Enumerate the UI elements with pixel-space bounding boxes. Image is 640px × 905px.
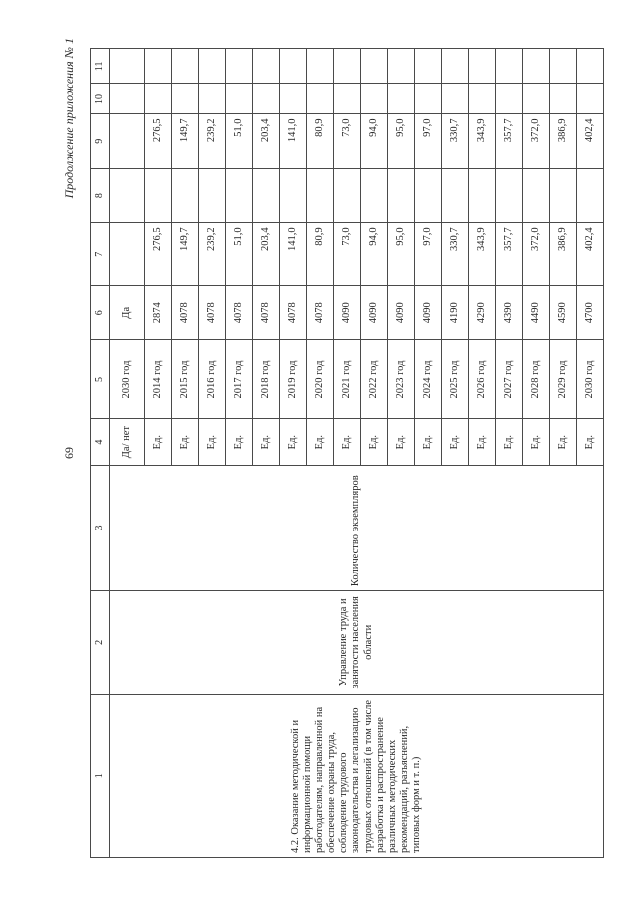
value-cell: 4090	[415, 285, 442, 339]
annex-title: Продолжение приложения № 1	[62, 37, 76, 198]
unit-cell: Ед.	[334, 418, 361, 464]
funding-cell: 402,4	[577, 222, 604, 285]
column-number: 4	[91, 418, 110, 464]
funding-cell: 80,9	[307, 222, 334, 285]
column-11-cell	[334, 48, 361, 84]
column-10-cell	[280, 84, 307, 114]
unit-cell: Ед.	[523, 418, 550, 464]
column-10-cell	[199, 84, 226, 114]
column-10-cell	[415, 84, 442, 114]
funding-cell: 386,9	[550, 222, 577, 285]
table-body	[91, 48, 604, 857]
value-cell: 2874	[145, 285, 172, 339]
indicator-cell: Количество экземпляров	[110, 465, 604, 590]
year-cell: 2029 год	[550, 340, 577, 419]
funding-cell: 95,0	[388, 222, 415, 285]
regional-budget-cell: 402,4	[577, 113, 604, 167]
column-8-cell	[226, 168, 253, 222]
unit-cell: Ед.	[307, 418, 334, 464]
unit-cell: Ед.	[361, 418, 388, 464]
year-cell: 2024 год	[415, 340, 442, 419]
column-11-cell	[577, 48, 604, 84]
value-cell: 4078	[253, 285, 280, 339]
column-number: 10	[91, 84, 110, 114]
year-cell: 2019 год	[280, 340, 307, 419]
column-number-row	[91, 48, 110, 857]
empty-cell	[110, 48, 145, 84]
column-8-cell	[334, 168, 361, 222]
unit-cell: Ед.	[469, 418, 496, 464]
column-11-cell	[226, 48, 253, 84]
value-cell: 4078	[172, 285, 199, 339]
column-number: 2	[91, 590, 110, 694]
regional-budget-cell: 51,0	[226, 113, 253, 167]
column-8-cell	[469, 168, 496, 222]
regional-budget-cell: 372,0	[523, 113, 550, 167]
value-cell: 4090	[388, 285, 415, 339]
column-8-cell	[280, 168, 307, 222]
funding-cell: 239,2	[199, 222, 226, 285]
column-11-cell	[388, 48, 415, 84]
funding-cell: 330,7	[442, 222, 469, 285]
unit-cell: Ед.	[550, 418, 577, 464]
funding-cell: 357,7	[496, 222, 523, 285]
year-cell: 2028 год	[523, 340, 550, 419]
regional-budget-cell: 149,7	[172, 113, 199, 167]
value-cell: 4090	[361, 285, 388, 339]
column-8-cell	[496, 168, 523, 222]
year-cell: 2017 год	[226, 340, 253, 419]
year-cell: 2020 год	[307, 340, 334, 419]
page-number: 69	[62, 446, 76, 459]
unit-cell: Ед.	[442, 418, 469, 464]
column-10-cell	[523, 84, 550, 114]
column-8-cell	[307, 168, 334, 222]
column-8-cell	[199, 168, 226, 222]
yes-no-header: Да/ нет	[110, 418, 145, 464]
column-11-cell	[145, 48, 172, 84]
unit-cell: Ед.	[496, 418, 523, 464]
column-number: 3	[91, 465, 110, 590]
regional-budget-cell: 94,0	[361, 113, 388, 167]
value-cell: 4290	[469, 285, 496, 339]
year-cell: 2022 год	[361, 340, 388, 419]
funding-cell: 141,0	[280, 222, 307, 285]
unit-cell: Ед.	[415, 418, 442, 464]
value-cell: 4078	[280, 285, 307, 339]
column-8-cell	[523, 168, 550, 222]
executor-cell: Управление труда и занятости населения области	[110, 590, 604, 694]
column-8-cell	[388, 168, 415, 222]
column-10-cell	[307, 84, 334, 114]
funding-cell: 276,5	[145, 222, 172, 285]
column-11-cell	[253, 48, 280, 84]
funding-cell: 51,0	[226, 222, 253, 285]
funding-cell: 97,0	[415, 222, 442, 285]
column-11-cell	[361, 48, 388, 84]
regional-budget-cell: 97,0	[415, 113, 442, 167]
column-10-cell	[442, 84, 469, 114]
column-10-cell	[334, 84, 361, 114]
column-8-cell	[415, 168, 442, 222]
column-number: 8	[91, 168, 110, 222]
year-cell: 2023 год	[388, 340, 415, 419]
funding-cell: 203,4	[253, 222, 280, 285]
regional-budget-cell: 73,0	[334, 113, 361, 167]
empty-cell	[110, 168, 145, 222]
regional-budget-cell: 330,7	[442, 113, 469, 167]
unit-cell: Ед.	[145, 418, 172, 464]
column-10-cell	[388, 84, 415, 114]
year-cell: 2021 год	[334, 340, 361, 419]
column-11-cell	[442, 48, 469, 84]
column-number: 1	[91, 694, 110, 857]
unit-cell: Ед.	[280, 418, 307, 464]
year-cell: 2018 год	[253, 340, 280, 419]
funding-cell: 149,7	[172, 222, 199, 285]
value-cell: 4590	[550, 285, 577, 339]
value-cell: 4078	[226, 285, 253, 339]
column-8-cell	[442, 168, 469, 222]
unit-cell: Ед.	[226, 418, 253, 464]
regional-budget-cell: 80,9	[307, 113, 334, 167]
value-cell: 4078	[307, 285, 334, 339]
column-10-cell	[253, 84, 280, 114]
value-cell: 4700	[577, 285, 604, 339]
funding-cell: 73,0	[334, 222, 361, 285]
column-10-cell	[145, 84, 172, 114]
unit-cell: Ед.	[199, 418, 226, 464]
yes-value-header: Да	[110, 285, 145, 339]
year-cell: 2027 год	[496, 340, 523, 419]
funding-cell: 343,9	[469, 222, 496, 285]
year-cell: 2030 год	[577, 340, 604, 419]
year-cell: 2016 год	[199, 340, 226, 419]
regional-budget-cell: 386,9	[550, 113, 577, 167]
column-11-cell	[199, 48, 226, 84]
column-11-cell	[307, 48, 334, 84]
column-11-cell	[550, 48, 577, 84]
year-cell: 2014 год	[145, 340, 172, 419]
column-11-cell	[415, 48, 442, 84]
column-8-cell	[145, 168, 172, 222]
column-number: 6	[91, 285, 110, 339]
column-10-cell	[577, 84, 604, 114]
column-8-cell	[253, 168, 280, 222]
column-11-cell	[469, 48, 496, 84]
unit-cell: Ед.	[253, 418, 280, 464]
regional-budget-cell: 203,4	[253, 113, 280, 167]
value-cell: 4490	[523, 285, 550, 339]
regional-budget-cell: 239,2	[199, 113, 226, 167]
column-10-cell	[361, 84, 388, 114]
rotated-sheet	[50, 28, 595, 878]
header-data-row	[110, 48, 145, 857]
column-10-cell	[172, 84, 199, 114]
column-11-cell	[280, 48, 307, 84]
column-8-cell	[550, 168, 577, 222]
column-10-cell	[469, 84, 496, 114]
column-10-cell	[226, 84, 253, 114]
target-year-header: 2030 год	[110, 340, 145, 419]
empty-cell	[110, 84, 145, 114]
column-number: 9	[91, 113, 110, 167]
year-cell: 2025 год	[442, 340, 469, 419]
year-cell: 2026 год	[469, 340, 496, 419]
column-11-cell	[523, 48, 550, 84]
column-8-cell	[577, 168, 604, 222]
value-cell: 4390	[496, 285, 523, 339]
regional-budget-cell: 276,5	[145, 113, 172, 167]
funding-cell: 372,0	[523, 222, 550, 285]
value-cell: 4190	[442, 285, 469, 339]
column-number: 5	[91, 340, 110, 419]
column-10-cell	[550, 84, 577, 114]
empty-cell	[110, 222, 145, 285]
column-8-cell	[172, 168, 199, 222]
regional-budget-cell: 357,7	[496, 113, 523, 167]
column-number: 11	[91, 48, 110, 84]
column-number: 7	[91, 222, 110, 285]
unit-cell: Ед.	[388, 418, 415, 464]
column-10-cell	[496, 84, 523, 114]
unit-cell: Ед.	[577, 418, 604, 464]
value-cell: 4078	[199, 285, 226, 339]
value-cell: 4090	[334, 285, 361, 339]
column-11-cell	[172, 48, 199, 84]
unit-cell: Ед.	[172, 418, 199, 464]
regional-budget-cell: 95,0	[388, 113, 415, 167]
column-8-cell	[361, 168, 388, 222]
empty-cell	[110, 113, 145, 167]
funding-cell: 94,0	[361, 222, 388, 285]
column-11-cell	[496, 48, 523, 84]
program-table	[90, 48, 604, 858]
year-cell: 2015 год	[172, 340, 199, 419]
measure-description: 4.2. Оказание методической и информационной помощи работодателям, направленной на обеспечение охраны труда, соблюдение трудового законодательства и легализацию трудовых отношений (в том числе разработка и распространение различных методических рекомендаций, разъяснений, типовых форм и т. п.)	[110, 694, 604, 857]
regional-budget-cell: 141,0	[280, 113, 307, 167]
regional-budget-cell: 343,9	[469, 113, 496, 167]
